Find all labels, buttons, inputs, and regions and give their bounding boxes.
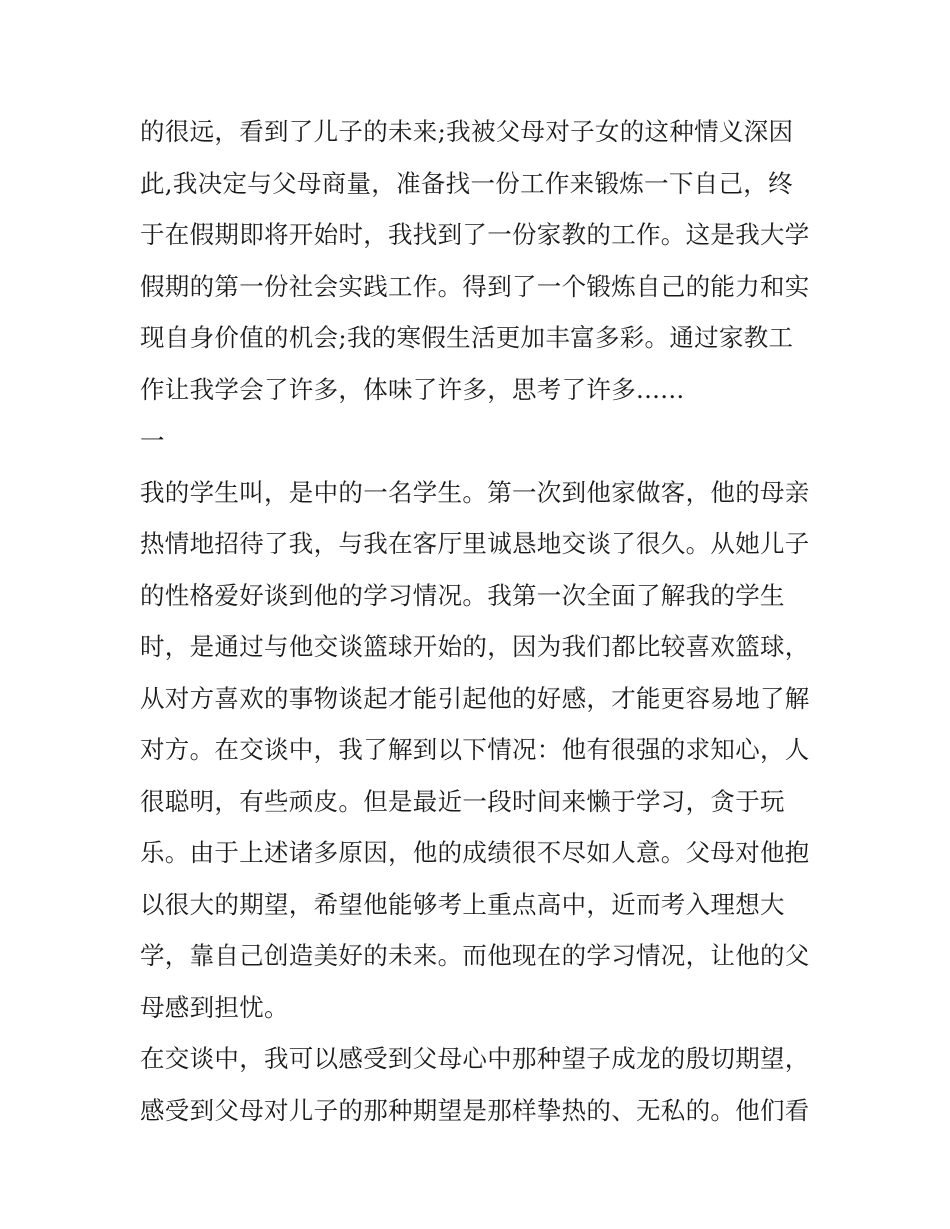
text-line: 感受到父母对儿子的那种期望是那样挚热的、无私的。他们看	[140, 1095, 810, 1125]
text-line: 热情地招待了我，与我在客厅里诚恳地交谈了很久。从她儿子	[140, 529, 810, 558]
text-line: 作让我学会了许多，体味了许多，思考了许多......	[140, 374, 685, 404]
text-line: 母感到担忧。	[140, 992, 289, 1022]
text-line: 时，是通过与他交谈篮球开始的，因为我们都比较喜欢篮球，	[140, 632, 810, 661]
text-line: 的很远，看到了儿子的未来;我被父母对子女的这种情义深因	[140, 117, 794, 146]
text-line: 乐。由于上述诸多原因，他的成绩很不尽如人意。父母对他抱	[140, 838, 810, 867]
text-line: 以很大的期望，希望他能够考上重点高中，近而考入理想大	[140, 889, 785, 919]
text-line: 现自身价值的机会;我的寒假生活更加丰富多彩。通过家教工	[140, 323, 794, 352]
text-line: 此,我决定与父母商量，准备找一份工作来锻炼一下自己，终	[140, 168, 793, 198]
section-marker: 一	[140, 426, 165, 455]
text-line: 的性格爱好谈到他的学习情况。我第一次全面了解我的学生	[140, 580, 785, 610]
text-line: 很聪明，有些顽皮。但是最近一段时间来懒于学习，贪于玩	[140, 786, 785, 816]
text-line: 我的学生叫，是中的一名学生。第一次到他家做客，他的母亲	[140, 477, 810, 507]
body-text	[140, 106, 820, 1136]
text-line: 在交谈中，我可以感受到父母心中那种望子成龙的殷切期望，	[140, 1044, 810, 1073]
text-line: 于在假期即将开始时，我找到了一份家教的工作。这是我大学	[140, 220, 810, 249]
text-line: 从对方喜欢的事物谈起才能引起他的好感，才能更容易地了解	[140, 683, 810, 713]
text-line: 假期的第一份社会实践工作。得到了一个锻炼自己的能力和实	[140, 271, 810, 301]
text-line: 学，靠自己创造美好的未来。而他现在的学习情况，让他的父	[140, 941, 810, 970]
text-line: 对方。在交谈中，我了解到以下情况：他有很强的求知心，人	[140, 735, 810, 764]
